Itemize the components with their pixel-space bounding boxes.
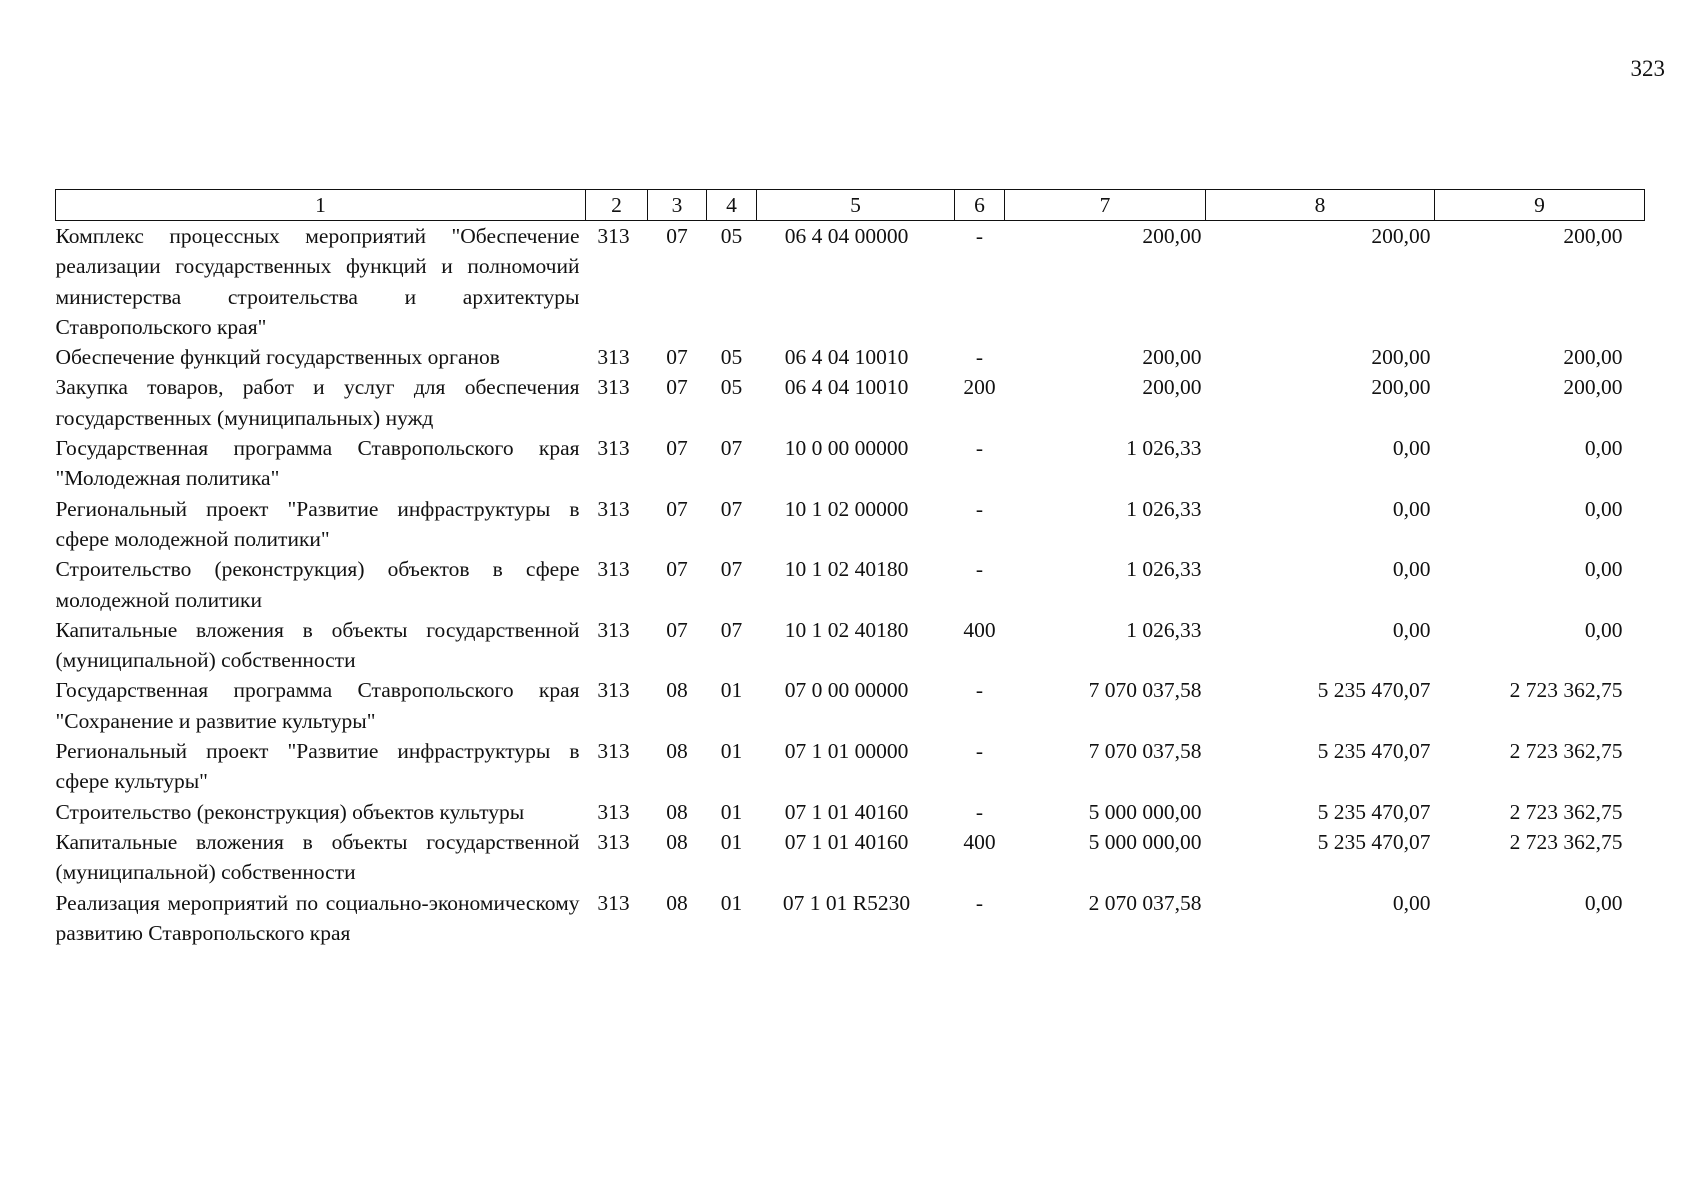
expense-type-code: -	[975, 739, 984, 764]
amount-col8: 0,00	[1392, 436, 1431, 461]
table-row	[56, 433, 1645, 494]
amount-col8: 0,00	[1392, 557, 1431, 582]
amount-col9: 200,00	[1563, 375, 1623, 400]
table-row	[56, 615, 1645, 676]
section-code: 08	[666, 739, 688, 764]
ministry-code: 313	[597, 617, 630, 642]
amount-col8: 200,00	[1371, 375, 1431, 400]
subsection-code: 05	[720, 345, 743, 370]
ministry-code: 313	[597, 557, 630, 582]
table-body	[56, 221, 1645, 949]
target-item-code: 10 1 02 00000	[784, 496, 909, 521]
section-code: 07	[666, 224, 688, 248]
item-name: Государственная программа Ставропольского края "Сохранение и развитие культуры"	[55, 678, 580, 733]
expense-type-code: -	[975, 678, 984, 703]
section-code: 08	[666, 829, 688, 854]
section-code: 07	[666, 557, 688, 582]
section-code: 08	[666, 678, 688, 703]
ministry-code: 313	[597, 436, 630, 461]
amount-col8: 200,00	[1371, 345, 1431, 370]
amount-col9: 0,00	[1584, 890, 1623, 915]
item-name: Капитальные вложения в объекты государственной (муниципальной) собственности	[55, 617, 580, 673]
amount-col9: 0,00	[1584, 436, 1623, 461]
subsection-code: 05	[720, 375, 743, 400]
amount-col7: 1 026,33	[1126, 557, 1202, 582]
amount-col9: 2 723 362,75	[1509, 799, 1623, 824]
header-cell: 8	[1206, 190, 1435, 221]
table-row	[56, 494, 1645, 555]
target-item-code: 07 1 01 R5230	[782, 890, 911, 915]
subsection-code: 07	[720, 617, 743, 642]
section-code: 08	[666, 890, 688, 915]
budget-table	[55, 189, 1645, 948]
header-cell: 3	[648, 190, 707, 221]
expense-type-code: -	[975, 436, 984, 461]
expense-type-code: -	[975, 890, 984, 915]
ministry-code: 313	[597, 890, 630, 915]
amount-col9: 200,00	[1563, 224, 1623, 248]
item-name: Реализация мероприятий по социально-экономическому развитию Ставропольского края	[55, 890, 580, 945]
subsection-code: 05	[720, 224, 743, 248]
amount-col9: 0,00	[1584, 496, 1623, 521]
target-item-code: 07 1 01 40160	[784, 799, 909, 824]
ministry-code: 313	[597, 678, 630, 703]
subsection-code: 01	[720, 890, 743, 915]
amount-col8: 5 235 470,07	[1317, 829, 1431, 854]
item-name: Комплекс процессных мероприятий "Обеспечение реализации государственных функций и полномочий министерства строительства и архитектуры Ставропольского края"	[55, 224, 580, 339]
header-cell: 6	[955, 190, 1005, 221]
amount-col9: 2 723 362,75	[1509, 678, 1623, 703]
item-name: Закупка товаров, работ и услуг для обеспечения государственных (муниципальных) нужд	[55, 375, 580, 430]
target-item-code: 07 1 01 00000	[784, 739, 909, 764]
header-cell: 5	[757, 190, 955, 221]
target-item-code: 10 1 02 40180	[784, 617, 909, 642]
subsection-code: 07	[720, 557, 743, 582]
subsection-code: 01	[720, 799, 743, 824]
amount-col9: 2 723 362,75	[1509, 829, 1623, 854]
target-item-code: 07 0 00 00000	[784, 678, 909, 703]
amount-col7: 7 070 037,58	[1088, 739, 1202, 764]
table-row	[56, 827, 1645, 888]
ministry-code: 313	[597, 829, 630, 854]
amount-col7: 5 000 000,00	[1088, 829, 1202, 854]
subsection-code: 07	[720, 436, 743, 461]
target-item-code: 06 4 04 00000	[784, 224, 909, 248]
amount-col7: 200,00	[1142, 375, 1202, 400]
ministry-code: 313	[597, 224, 630, 248]
ministry-code: 313	[597, 496, 630, 521]
amount-col7: 7 070 037,58	[1088, 678, 1202, 703]
header-cell: 2	[586, 190, 648, 221]
amount-col8: 5 235 470,07	[1317, 678, 1431, 703]
expense-type-code: -	[975, 496, 984, 521]
amount-col9: 200,00	[1563, 345, 1623, 370]
amount-col7: 200,00	[1142, 345, 1202, 370]
item-name: Обеспечение функций государственных органов	[55, 345, 500, 370]
amount-col7: 5 000 000,00	[1088, 799, 1202, 824]
header-cell: 7	[1005, 190, 1206, 221]
expense-type-code: -	[975, 557, 984, 582]
amount-col8: 0,00	[1392, 890, 1431, 915]
item-name: Региональный проект "Развитие инфраструктуры в сфере культуры"	[55, 739, 580, 794]
amount-col7: 2 070 037,58	[1088, 890, 1202, 915]
section-code: 08	[666, 799, 688, 824]
amount-col7: 1 026,33	[1126, 496, 1202, 521]
subsection-code: 01	[720, 678, 743, 703]
amount-col8: 0,00	[1392, 496, 1431, 521]
amount-col7: 1 026,33	[1126, 617, 1202, 642]
table-row	[56, 554, 1645, 615]
header-cell: 1	[56, 190, 586, 221]
amount-col9: 0,00	[1584, 557, 1623, 582]
amount-col8: 5 235 470,07	[1317, 739, 1431, 764]
table-row	[56, 221, 1645, 343]
amount-col8: 5 235 470,07	[1317, 799, 1431, 824]
header-cell: 4	[707, 190, 757, 221]
subsection-code: 01	[720, 829, 743, 854]
expense-type-code: -	[975, 799, 984, 824]
target-item-code: 06 4 04 10010	[784, 375, 909, 400]
item-name: Капитальные вложения в объекты государственной (муниципальной) собственности	[55, 829, 580, 885]
expense-type-code: 200	[963, 375, 996, 400]
section-code: 07	[666, 345, 688, 370]
ministry-code: 313	[597, 375, 630, 400]
header-cell: 9	[1435, 190, 1645, 221]
ministry-code: 313	[597, 799, 630, 824]
target-item-code: 10 1 02 40180	[784, 557, 909, 582]
expense-type-code: -	[975, 345, 984, 370]
amount-col9: 2 723 362,75	[1509, 739, 1623, 764]
item-name: Строительство (реконструкция) объектов в сфере молодежной политики	[55, 557, 580, 612]
amount-col8: 200,00	[1371, 224, 1431, 248]
table-row	[56, 797, 1645, 827]
table-row	[56, 372, 1645, 433]
expense-type-code: 400	[963, 617, 996, 642]
header-row	[56, 190, 1645, 221]
amount-col7: 200,00	[1142, 224, 1202, 248]
target-item-code: 10 0 00 00000	[784, 436, 909, 461]
subsection-code: 01	[720, 739, 743, 764]
target-item-code: 07 1 01 40160	[784, 829, 909, 854]
subsection-code: 07	[720, 496, 743, 521]
target-item-code: 06 4 04 10010	[784, 345, 909, 370]
amount-col9: 0,00	[1584, 617, 1623, 642]
expense-type-code: 400	[963, 829, 996, 854]
table-row	[56, 736, 1645, 797]
section-code: 07	[666, 617, 688, 642]
amount-col8: 0,00	[1392, 617, 1431, 642]
section-code: 07	[666, 436, 688, 461]
section-code: 07	[666, 496, 688, 521]
ministry-code: 313	[597, 345, 630, 370]
table-row	[56, 675, 1645, 736]
item-name: Строительство (реконструкция) объектов культуры	[55, 799, 525, 824]
item-name: Государственная программа Ставропольского края "Молодежная политика"	[55, 436, 580, 491]
table-row	[56, 342, 1645, 372]
ministry-code: 313	[597, 739, 630, 764]
section-code: 07	[666, 375, 688, 400]
amount-col7: 1 026,33	[1126, 436, 1202, 461]
expense-type-code: -	[975, 224, 984, 248]
page-number: 323	[1630, 56, 1665, 81]
item-name: Региональный проект "Развитие инфраструктуры в сфере молодежной политики"	[55, 496, 580, 551]
table-row	[56, 888, 1645, 949]
